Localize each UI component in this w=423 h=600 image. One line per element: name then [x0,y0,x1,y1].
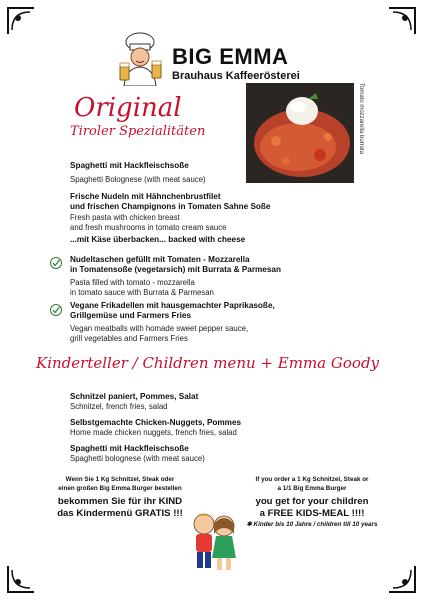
corner-ornament-top-right [387,6,417,36]
menu-item-heading: Grillgemüse und Farmers Fries [70,311,192,320]
menu-item-desc: and fresh mushrooms in tomato cream sauce [70,223,227,232]
kids-menu-title: Kinderteller / Children menu + Emma Goody [36,354,380,372]
kids-item-heading: Spaghetti mit Hackfleischsoße [70,444,189,453]
menu-item-extra: ...mit Käse überbacken... backed with cheese [70,235,246,244]
promo-de-condition: Wenn Sie 1 Kg Schnitzel, Steak oder [65,476,175,483]
brand-name: BIG EMMA [172,44,289,69]
menu-item-heading: und frischen Champignons in Tomaten Sahne Soße [70,202,271,211]
photo-caption: Tomato mozzarella burrata [358,83,364,155]
corner-ornament-top-left [6,6,36,36]
promo-en-offer: a FREE KIDS-MEAL !!!! [259,508,365,519]
promo-en-condition: a 1/1 Big Emma Burger [277,485,347,492]
vegetarian-check-icon [50,257,62,269]
menu-item-heading: Frische Nudeln mit Hähnchenbrustfilet [70,192,221,201]
corner-ornament-bottom-left [6,564,36,594]
menu-item-desc: Spaghetti Bolognese (with meat sauce) [70,175,206,184]
menu-item-desc: Fresh pasta with chicken breast [70,213,180,222]
kids-illustration [188,508,240,578]
kids-item-desc: Home made chicken nuggets, french fries, salad [70,428,237,437]
promo-de-offer: das Kindermenü GRATIS !!! [57,508,183,519]
kids-item-desc: Schnitzel, french fries, salad [70,402,168,411]
chef-mascot-logo [112,30,168,86]
kids-item-desc: Spaghetti bolognese (with meat sauce) [70,454,205,463]
menu-item-heading: in Tomatensoße (vegetarsich) mit Burrata & Parmesan [70,265,281,274]
burrata-dish-photo [246,83,354,183]
menu-item-desc: Vegan meatballs with homade sweet pepper sauce, [70,324,249,333]
menu-item-desc: in tomato sauce with Burrata & Parmesan [70,288,214,297]
menu-item-heading: Spaghetti mit Hackfleischsoße [70,161,189,170]
menu-item-desc: grill vegetables and Farmers Fries [70,334,188,343]
promo-de-condition: einen großen Big Emma Burger bestellen [58,485,182,492]
menu-item-heading: Nudeltaschen gefüllt mit Tomaten - Mozzarella [70,255,250,264]
promo-de-offer: bekommen Sie für ihr KIND [57,496,183,507]
kids-item-heading: Selbstgemachte Chicken-Nuggets, Pommes [70,418,242,427]
kids-item-heading: Schnitzel paniert, Pommes, Salat [70,392,199,401]
original-subtitle: Tiroler Spezialitäten [70,124,206,139]
age-limit-note: ✱ Kinder bis 10 Jahre / children till 10 years [246,521,378,528]
brand-subtitle: Brauhaus Kaffeerösterei [172,70,300,82]
vegan-check-icon [50,304,62,316]
menu-item-desc: Pasta filled with tomato - mozzarella [70,278,195,287]
menu-item-heading: Vegane Frikadellen mit hausgemachter Paprikasoße, [70,301,275,310]
original-title: Original [74,93,182,123]
promo-en-condition: If you order a 1 Kg Schnitzel, Steak or [255,476,369,483]
promo-en-offer: you get for your children [255,496,369,507]
corner-ornament-bottom-right [387,564,417,594]
